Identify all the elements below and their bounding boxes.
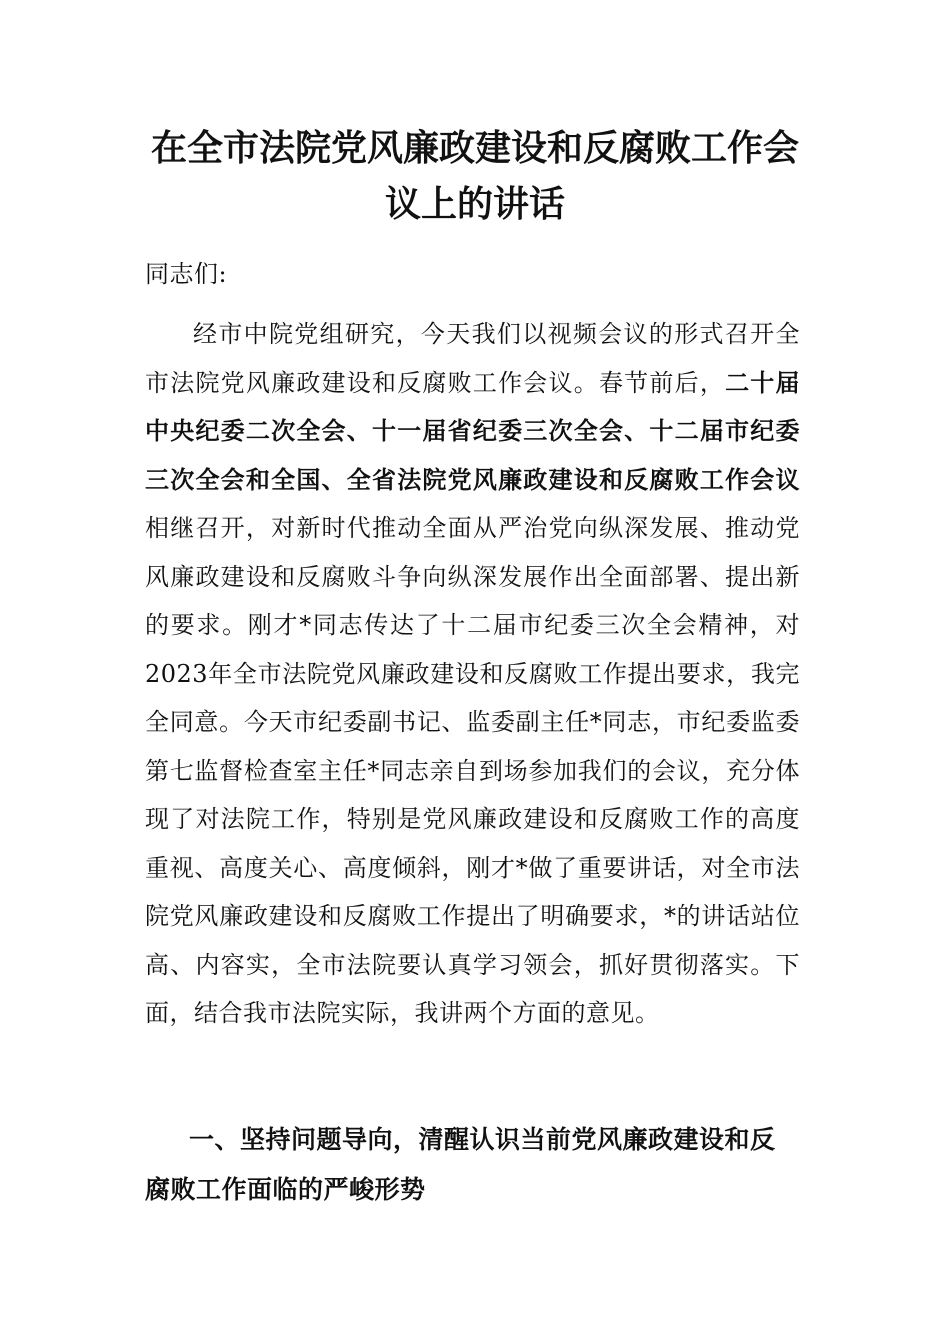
paragraph-text: 经市中院党组研究，今天我们以视频会议的形式召开全市法院党风廉政建设和反腐败工作会议。春节前后， [145,320,800,397]
body-paragraph [145,310,800,1038]
salutation: 同志们: [145,260,228,288]
section-heading: 一、坚持问题导向，清醒认识当前党风廉政建设和反腐败工作面临的严峻形势 [145,1125,776,1204]
paragraph-text: 相继召开，对新时代推动全面从严治党向纵深发展、推动党风廉政建设和反腐败斗争向纵深发展作出全面部署、提出新的要求。刚才*同志传达了十二届市纪委三次全会精神，对2023年全市法院党风廉政建设和反腐败工作提出要求，我完全同意。今天市纪委副书记、监委副主任*同志，市纪委监委第七监督检查室主任*同志亲自到场参加我们的会议，充分体现了对法院工作，特别是党风廉政建设和反腐败工作的高度重视、高度关心、高度倾斜，刚才*做了重要讲话，对全市法院党风廉政建设和反腐败工作提出了明确要求，*的讲话站位高、内容实，全市法院要认真学习领会，抓好贯彻落实。下面，结合我市法院实际，我讲两个方面的意见。 [145,514,800,1027]
bold-text: 二十届中央纪委二次全会、十一届省纪委三次全会、十二届市纪委三次全会和全国、全省法院党风廉政建设和反腐败工作会议 [145,367,801,494]
document-title: 在全市法院党风廉政建设和反腐败工作会议上的讲话 [150,127,799,225]
